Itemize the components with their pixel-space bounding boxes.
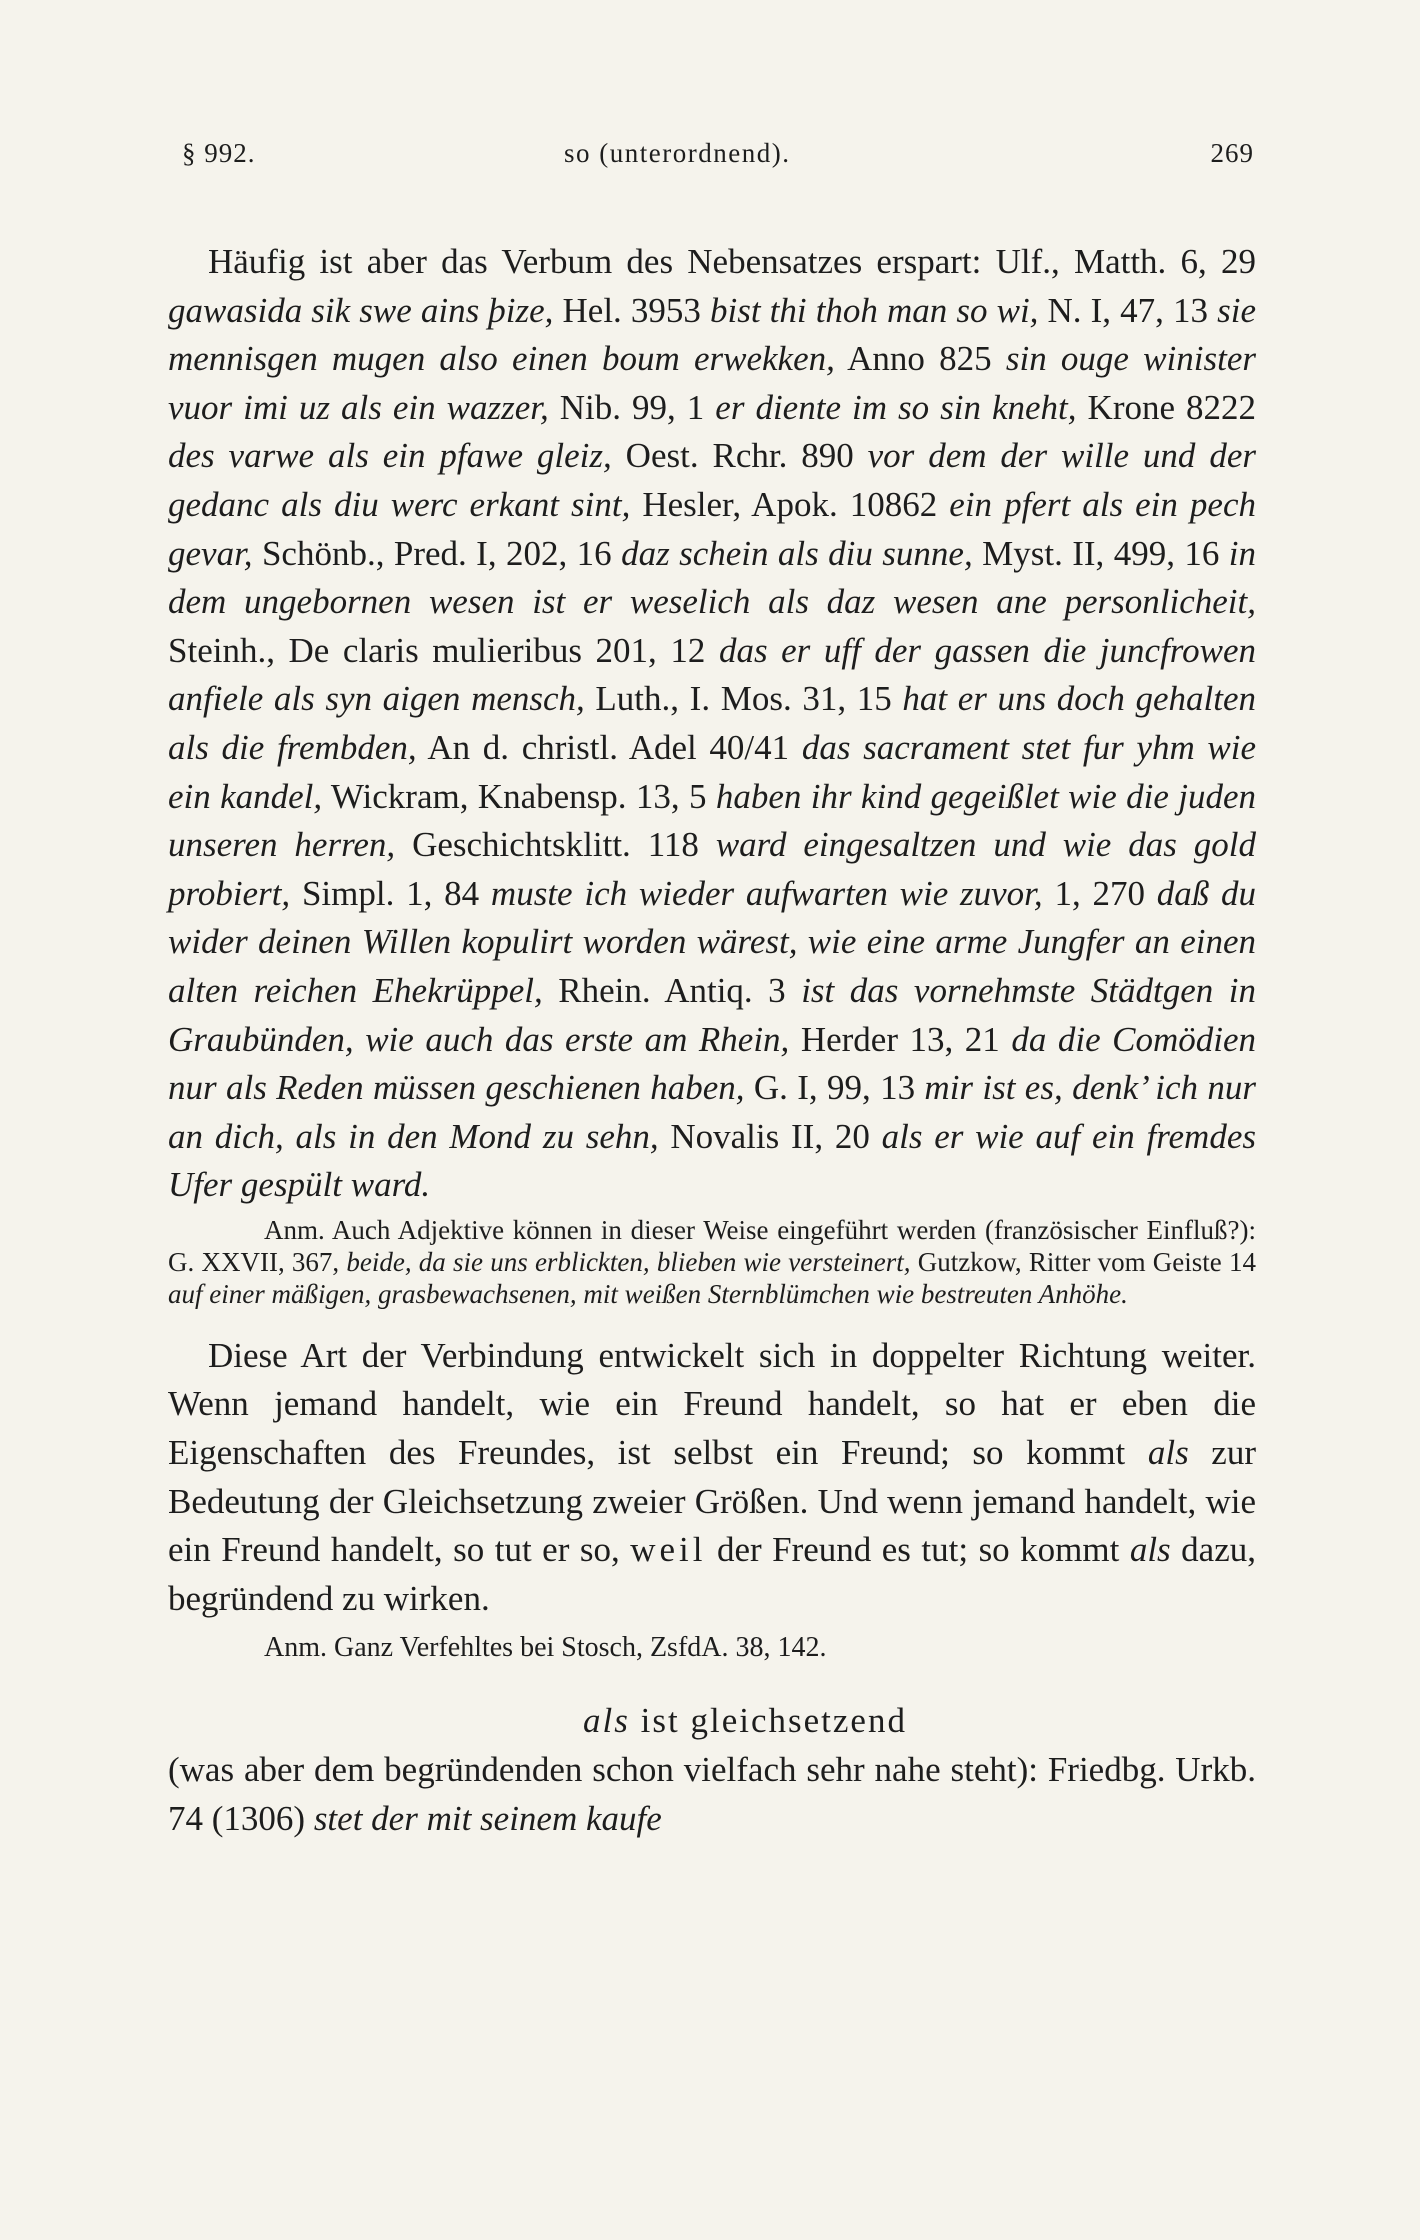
text-run: (was aber dem begründenden schon vielfach sehr nahe steht): Friedbg. Urkb. 74 (1306) (168, 1750, 1256, 1838)
section-heading (168, 1697, 1256, 1746)
text-run: Simpl. 1, 84 (290, 873, 491, 913)
emphasis-run: weil (630, 1530, 707, 1570)
body-paragraph-3 (168, 1746, 1256, 1843)
quote-run: hat er uns doch gehalten als die frembden, (168, 679, 1256, 767)
quote-run: bist thi thoh man so wi, (710, 290, 1039, 330)
text-run: Anm. Auch Adjektive können in dieser Weise eingeführt werden (französischer Einfluß?): G. XXVII, 367, (168, 1214, 1256, 1277)
text-run: Myst. II, 499, 16 (972, 533, 1229, 573)
quote-run: beide, da sie uns erblickten, blieben wie versteinert, (346, 1246, 911, 1277)
quote-run: sie mennisgen mugen also einen boum erwekken, (168, 290, 1256, 379)
quote-run: da die Comödien nur als Reden müssen geschienen haben, (168, 1019, 1257, 1108)
section-number: § 992. (182, 138, 256, 168)
quote-run: daz schein als diu sunne, (621, 533, 973, 573)
body-paragraph-1 (168, 238, 1256, 1210)
text-run: Hesler, Apok. 10862 (630, 484, 950, 524)
quote-run: als (1147, 1433, 1189, 1473)
quote-run: vor dem der wille und der gedanc als diu werc erkant sint, (168, 436, 1256, 524)
footnote-remark-2: Anm. Ganz Verfehltes bei Stosch, ZsfdA. 38, 142. (264, 1632, 827, 1664)
quote-run: er diente im so sin kneht, (715, 387, 1077, 427)
quote-run: ein pfert als ein pech gevar, (168, 484, 1257, 573)
quote-run: als (1129, 1530, 1171, 1570)
text-run: Novalis II, 20 (658, 1116, 882, 1156)
text-run: zur Bedeutung der Gleichsetzung zweier Größen. Und wenn jemand handelt, wie ein Freund handelt, so tut er so, (168, 1433, 1256, 1570)
running-title: so (unterordnend). (564, 138, 791, 168)
text-run: 1, 270 (1042, 873, 1157, 913)
text-run: Rhein. Antiq. 3 (542, 970, 802, 1010)
quote-run: muste ich wieder aufwarten wie zuvor, (490, 873, 1043, 913)
quote-run: auf einer mäßigen, grasbewachsenen, mit weißen Sternblümchen wie bestreuten Anhöhe. (168, 1278, 1128, 1309)
running-header (172, 138, 1254, 178)
page-number: 269 (1210, 138, 1254, 168)
text-run: Schönb., Pred. I, 202, 16 (252, 533, 622, 573)
quote-run: als er wie auf ein fremdes Ufer gespült ward. (168, 1116, 1256, 1205)
quote-run: mir ist es, denk’ ich nur an dich, als in den Mond zu sehn, (168, 1068, 1256, 1156)
text-run: Hel. 3953 (553, 290, 710, 330)
text-run: dazu, begründend zu wirken. (168, 1530, 1256, 1618)
quote-run: das er uff der gassen die juncfrowen anfiele als syn aigen mensch, (168, 630, 1256, 719)
text-run: Diese Art der Verbindung entwickelt sich in doppelter Richtung weiter. Wenn jemand handelt, wie ein Freund handelt, so hat er eben die Eigenschaften des Freundes, ist selbst ein Freund; so kommt (168, 1335, 1256, 1473)
text-run: Geschichtsklitt. 118 (395, 825, 716, 865)
quote-run: in dem ungebornen wesen ist er weselich als daz wesen ane personlicheit, (168, 533, 1256, 622)
quote-run: sin ouge winister vuor imi uz als ein wazzer, (168, 339, 1256, 427)
quote-run: des varwe als ein pfawe gleiz, (168, 436, 612, 476)
text-run: Oest. Rchr. 890 (611, 436, 868, 476)
footnote-remark-1 (168, 1214, 1256, 1310)
text-run: Steinh., De claris mulieribus 201, 12 (168, 630, 719, 670)
text-run: Nib. 99, 1 (548, 387, 716, 427)
heading-keyword: als (583, 1701, 630, 1741)
text-run: Herder 13, 21 (789, 1019, 1012, 1059)
quote-run: ist das vornehmste Städtgen in Graubünden, wie auch das erste am Rhein, (168, 970, 1256, 1059)
text-run: An d. christl. Adel 40/41 (416, 727, 802, 767)
text-run: N. I, 47, 13 (1038, 290, 1218, 330)
quote-run: das sacrament stet fur yhm wie ein kandel, (168, 727, 1257, 816)
heading-text: ist gleichsetzend (629, 1701, 907, 1741)
text-run: Anno 825 (834, 339, 1006, 379)
text-run: Häufig ist aber das Verbum des Nebensatzes erspart: Ulf., Matth. 6, 29 (208, 242, 1256, 281)
text-run: Wickram, Knabensp. 13, 5 (322, 776, 716, 816)
text-run: Luth., I. Mos. 31, 15 (584, 679, 903, 719)
quote-run: gawasida sik swe ains þize, (168, 290, 554, 330)
text-run: der Freund es tut; so kommt (706, 1530, 1130, 1570)
quote-run: stet der mit seinem kaufe (313, 1798, 662, 1838)
text-run: Krone 8222 (1076, 387, 1257, 427)
page-body (168, 238, 1256, 1843)
body-paragraph-2 (168, 1332, 1256, 1624)
quote-run: haben ihr kind gegeißlet wie die juden unseren herren, (168, 776, 1257, 865)
quote-run: ward eingesaltzen und wie das gold probiert, (168, 825, 1256, 913)
text-run: G. I, 99, 13 (744, 1068, 925, 1108)
quote-run: daß du wider deinen Willen kopulirt worden wärest, wie eine arme Jungfer an einen alten reichen Ehekrüppel, (168, 873, 1257, 1010)
text-run: Gutzkow, Ritter vom Geiste 14 (910, 1246, 1257, 1277)
